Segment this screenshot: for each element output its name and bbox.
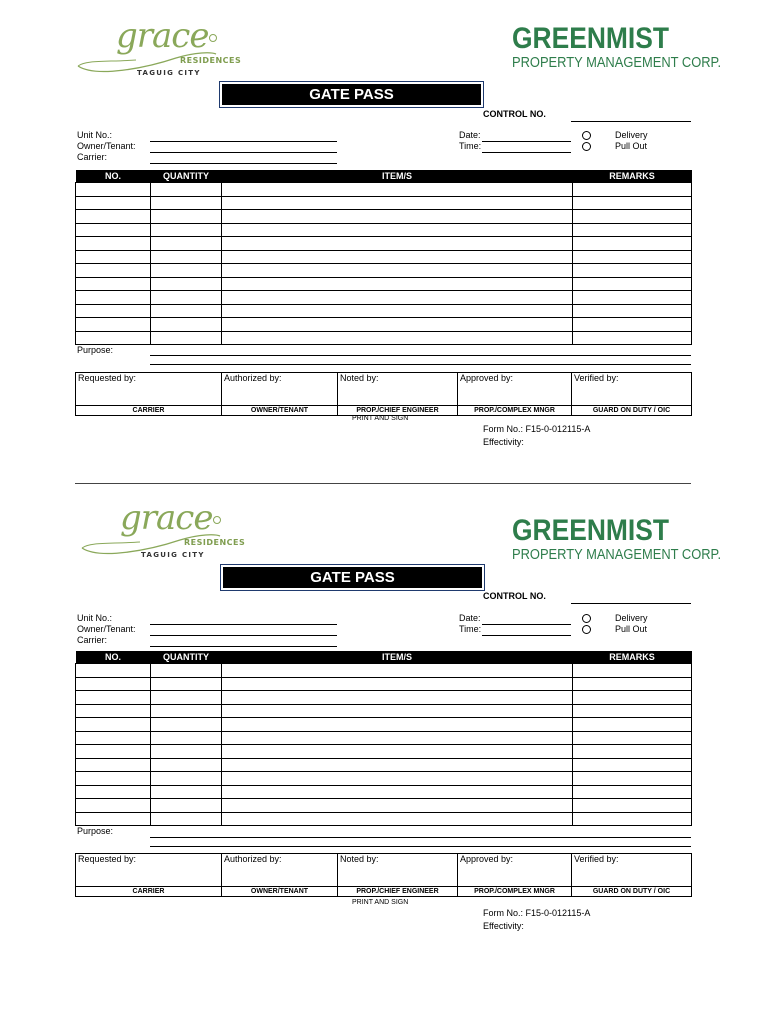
grace-logo-word: grace — [120, 498, 213, 538]
cell[interactable] — [151, 691, 222, 705]
greenmist-logo — [512, 22, 722, 71]
time-field[interactable] — [482, 635, 571, 636]
cell[interactable] — [151, 250, 222, 264]
cell[interactable] — [222, 812, 573, 826]
cell[interactable] — [222, 785, 573, 799]
table-row — [76, 758, 692, 772]
time-label: Time: — [459, 141, 482, 151]
cell[interactable] — [76, 731, 151, 745]
approved-by-cell[interactable]: Approved by: — [458, 373, 572, 406]
grace-logo-residences: RESIDENCES — [180, 56, 242, 65]
cell[interactable] — [222, 664, 573, 678]
cell[interactable] — [222, 758, 573, 772]
pull-out-label: Pull Out — [615, 141, 648, 151]
cell[interactable] — [573, 664, 692, 678]
table-row — [76, 318, 692, 332]
cell[interactable] — [76, 277, 151, 291]
cell[interactable] — [222, 277, 573, 291]
greenmist-name: GREENMIST — [512, 22, 669, 55]
cell[interactable] — [573, 237, 692, 251]
cell[interactable] — [151, 264, 222, 278]
unit-no-field[interactable] — [150, 141, 337, 142]
verified-by-cell[interactable]: Verified by: — [572, 373, 692, 406]
signatories-table — [75, 853, 692, 897]
cell[interactable] — [573, 718, 692, 732]
cell[interactable] — [76, 664, 151, 678]
table-row — [76, 196, 692, 210]
role-carrier: CARRIER — [76, 406, 222, 416]
cell[interactable] — [573, 799, 692, 813]
cell[interactable] — [76, 812, 151, 826]
header-no: NO. — [76, 651, 151, 664]
table-row — [76, 704, 692, 718]
cell[interactable] — [222, 718, 573, 732]
owner-tenant-label: Owner/Tenant: — [77, 624, 136, 634]
effectivity-label: Effectivity: — [483, 437, 524, 447]
form-no-label: Form No.: F15-0-012115-A — [483, 908, 591, 918]
owner-tenant-label: Owner/Tenant: — [77, 141, 136, 151]
cell[interactable] — [573, 304, 692, 318]
cell[interactable] — [151, 291, 222, 305]
cell[interactable] — [76, 691, 151, 705]
cell[interactable] — [222, 318, 573, 332]
control-no-label: CONTROL NO. — [483, 591, 546, 601]
grace-logo-city: TAGUIG CITY — [141, 551, 205, 559]
table-row — [76, 785, 692, 799]
date-label: Date: — [459, 613, 481, 623]
cell[interactable] — [222, 237, 573, 251]
cell[interactable] — [573, 677, 692, 691]
cell[interactable] — [76, 331, 151, 345]
cell[interactable] — [76, 772, 151, 786]
cell[interactable] — [76, 758, 151, 772]
cell[interactable] — [573, 331, 692, 345]
cell[interactable] — [222, 772, 573, 786]
gate-pass-title: GATE PASS — [223, 567, 482, 588]
table-row — [76, 799, 692, 813]
role-complex-manager: PROP./COMPLEX MNGR — [458, 406, 572, 416]
header-remarks: REMARKS — [573, 170, 692, 183]
cell[interactable] — [151, 718, 222, 732]
pull-out-radio[interactable] — [582, 625, 591, 634]
noted-by-cell[interactable]: Noted by: — [338, 373, 458, 406]
items-table-header — [76, 651, 692, 664]
cell[interactable] — [573, 758, 692, 772]
cell[interactable] — [76, 291, 151, 305]
noted-by-cell[interactable]: Noted by: — [338, 854, 458, 887]
cell[interactable] — [222, 677, 573, 691]
cell[interactable] — [573, 691, 692, 705]
items-table — [75, 651, 692, 826]
cell[interactable] — [222, 731, 573, 745]
cell[interactable] — [151, 237, 222, 251]
cell[interactable] — [76, 196, 151, 210]
verified-by-cell[interactable]: Verified by: — [572, 854, 692, 887]
pull-out-radio[interactable] — [582, 142, 591, 151]
cell[interactable] — [151, 785, 222, 799]
authorized-by-cell[interactable]: Authorized by: — [222, 373, 338, 406]
effectivity-label: Effectivity: — [483, 921, 524, 931]
control-no-field[interactable] — [571, 121, 691, 122]
pull-out-label: Pull Out — [615, 624, 648, 634]
cell[interactable] — [151, 745, 222, 759]
cell[interactable] — [76, 677, 151, 691]
table-row — [76, 745, 692, 759]
header-remarks: REMARKS — [573, 651, 692, 664]
unit-no-label: Unit No.: — [77, 613, 113, 623]
date-field[interactable] — [482, 624, 571, 625]
purpose-field-line-2[interactable] — [150, 846, 691, 847]
cell[interactable] — [222, 331, 573, 345]
gate-pass-form-top — [0, 0, 768, 480]
cell[interactable] — [76, 304, 151, 318]
approved-by-cell[interactable]: Approved by: — [458, 854, 572, 887]
table-row — [76, 718, 692, 732]
cell[interactable] — [573, 772, 692, 786]
cell[interactable] — [573, 745, 692, 759]
table-row — [76, 772, 692, 786]
cell[interactable] — [573, 812, 692, 826]
gate-pass-title-box — [220, 564, 485, 591]
cell[interactable] — [222, 799, 573, 813]
cell[interactable] — [151, 304, 222, 318]
purpose-label: Purpose: — [77, 826, 114, 836]
role-guard-on-duty: GUARD ON DUTY / OIC — [572, 406, 692, 416]
table-row — [76, 264, 692, 278]
cell[interactable] — [573, 196, 692, 210]
unit-no-field[interactable] — [150, 624, 337, 625]
grace-residences-logo — [80, 498, 246, 564]
role-chief-engineer: PROP./CHIEF ENGINEER — [338, 887, 458, 897]
authorized-by-cell[interactable]: Authorized by: — [222, 854, 338, 887]
role-complex-manager: PROP./COMPLEX MNGR — [458, 887, 572, 897]
cell[interactable] — [151, 183, 222, 197]
cell[interactable] — [222, 291, 573, 305]
requested-by-cell[interactable]: Requested by: — [76, 373, 222, 406]
cell[interactable] — [76, 183, 151, 197]
cell[interactable] — [222, 745, 573, 759]
control-no-field[interactable] — [571, 603, 691, 604]
role-owner-tenant: OWNER/TENANT — [222, 406, 338, 416]
cell[interactable] — [222, 704, 573, 718]
cell[interactable] — [151, 731, 222, 745]
gate-pass-title-box — [219, 81, 484, 108]
cell[interactable] — [222, 250, 573, 264]
table-row — [76, 304, 692, 318]
header-quantity: QUANTITY — [151, 651, 222, 664]
signatories-table — [75, 372, 692, 416]
cell[interactable] — [222, 183, 573, 197]
table-row — [76, 210, 692, 224]
cell[interactable] — [573, 704, 692, 718]
signatory-role-row — [76, 887, 692, 897]
header-items: ITEM/S — [222, 170, 573, 183]
role-guard-on-duty: GUARD ON DUTY / OIC — [572, 887, 692, 897]
print-and-sign-note: PRINT AND SIGN — [352, 415, 409, 422]
time-label: Time: — [459, 624, 482, 634]
date-label: Date: — [459, 130, 481, 140]
cell[interactable] — [151, 210, 222, 224]
requested-by-cell[interactable]: Requested by: — [76, 854, 222, 887]
role-carrier: CARRIER — [76, 887, 222, 897]
cell[interactable] — [151, 799, 222, 813]
purpose-field-line-1[interactable] — [150, 837, 691, 838]
greenmist-logo — [512, 514, 722, 563]
cell[interactable] — [222, 304, 573, 318]
cell[interactable] — [573, 291, 692, 305]
cell[interactable] — [222, 196, 573, 210]
cell[interactable] — [573, 785, 692, 799]
print-and-sign-note: PRINT AND SIGN — [352, 899, 409, 906]
cell[interactable] — [222, 264, 573, 278]
cell[interactable] — [151, 758, 222, 772]
unit-no-label: Unit No.: — [77, 130, 113, 140]
cell[interactable] — [76, 250, 151, 264]
cell[interactable] — [151, 812, 222, 826]
table-row — [76, 250, 692, 264]
time-field[interactable] — [482, 152, 571, 153]
table-row — [76, 677, 692, 691]
cell[interactable] — [573, 210, 692, 224]
role-chief-engineer: PROP./CHIEF ENGINEER — [338, 406, 458, 416]
greenmist-subtitle: PROPERTY MANAGEMENT CORP. — [512, 546, 722, 563]
grace-residences-logo — [76, 16, 242, 82]
delivery-label: Delivery — [615, 130, 648, 140]
table-row — [76, 277, 692, 291]
cell[interactable] — [573, 264, 692, 278]
cell[interactable] — [573, 318, 692, 332]
cell[interactable] — [222, 210, 573, 224]
table-row — [76, 731, 692, 745]
header-items: ITEM/S — [222, 651, 573, 664]
cell[interactable] — [222, 223, 573, 237]
greenmist-name: GREENMIST — [512, 514, 669, 547]
cell[interactable] — [151, 196, 222, 210]
grace-logo-word: grace — [116, 16, 209, 56]
cell[interactable] — [76, 223, 151, 237]
cell[interactable] — [222, 691, 573, 705]
cell[interactable] — [151, 664, 222, 678]
cell[interactable] — [76, 718, 151, 732]
table-row — [76, 664, 692, 678]
items-table — [75, 170, 692, 345]
cell[interactable] — [151, 704, 222, 718]
signatory-row — [76, 373, 692, 406]
control-no-label: CONTROL NO. — [483, 109, 546, 119]
gate-pass-title: GATE PASS — [222, 84, 481, 105]
table-row — [76, 237, 692, 251]
grace-logo-city: TAGUIG CITY — [137, 69, 201, 77]
cell[interactable] — [151, 223, 222, 237]
owner-tenant-field[interactable] — [150, 152, 337, 153]
purpose-field-line-2[interactable] — [150, 364, 691, 365]
table-row — [76, 691, 692, 705]
carrier-label: Carrier: — [77, 152, 108, 162]
cell[interactable] — [573, 183, 692, 197]
purpose-field-line-1[interactable] — [150, 355, 691, 356]
cell[interactable] — [76, 318, 151, 332]
role-owner-tenant: OWNER/TENANT — [222, 887, 338, 897]
carrier-label: Carrier: — [77, 635, 108, 645]
cell[interactable] — [151, 331, 222, 345]
cell[interactable] — [76, 745, 151, 759]
gate-pass-form-bottom — [0, 482, 768, 962]
cell[interactable] — [151, 772, 222, 786]
cell[interactable] — [76, 237, 151, 251]
grace-logo-residences: RESIDENCES — [184, 538, 246, 547]
cell[interactable] — [76, 704, 151, 718]
items-table-header — [76, 170, 692, 183]
table-row — [76, 223, 692, 237]
cell[interactable] — [151, 277, 222, 291]
header-no: NO. — [76, 170, 151, 183]
cell[interactable] — [573, 731, 692, 745]
cell[interactable] — [76, 785, 151, 799]
signatory-row — [76, 854, 692, 887]
table-row — [76, 291, 692, 305]
cell[interactable] — [573, 223, 692, 237]
carrier-field[interactable] — [150, 646, 337, 647]
header-quantity: QUANTITY — [151, 170, 222, 183]
cell[interactable] — [151, 318, 222, 332]
owner-tenant-field[interactable] — [150, 635, 337, 636]
carrier-field[interactable] — [150, 163, 337, 164]
delivery-label: Delivery — [615, 613, 648, 623]
delivery-radio[interactable] — [582, 131, 591, 140]
cell[interactable] — [76, 799, 151, 813]
cell[interactable] — [76, 264, 151, 278]
purpose-label: Purpose: — [77, 345, 114, 355]
table-row — [76, 331, 692, 345]
cell[interactable] — [76, 210, 151, 224]
table-row — [76, 183, 692, 197]
cell[interactable] — [151, 677, 222, 691]
cell[interactable] — [573, 250, 692, 264]
cell[interactable] — [573, 277, 692, 291]
table-row — [76, 812, 692, 826]
form-no-label: Form No.: F15-0-012115-A — [483, 424, 591, 434]
date-field[interactable] — [482, 141, 571, 142]
delivery-radio[interactable] — [582, 614, 591, 623]
greenmist-subtitle: PROPERTY MANAGEMENT CORP. — [512, 54, 722, 71]
